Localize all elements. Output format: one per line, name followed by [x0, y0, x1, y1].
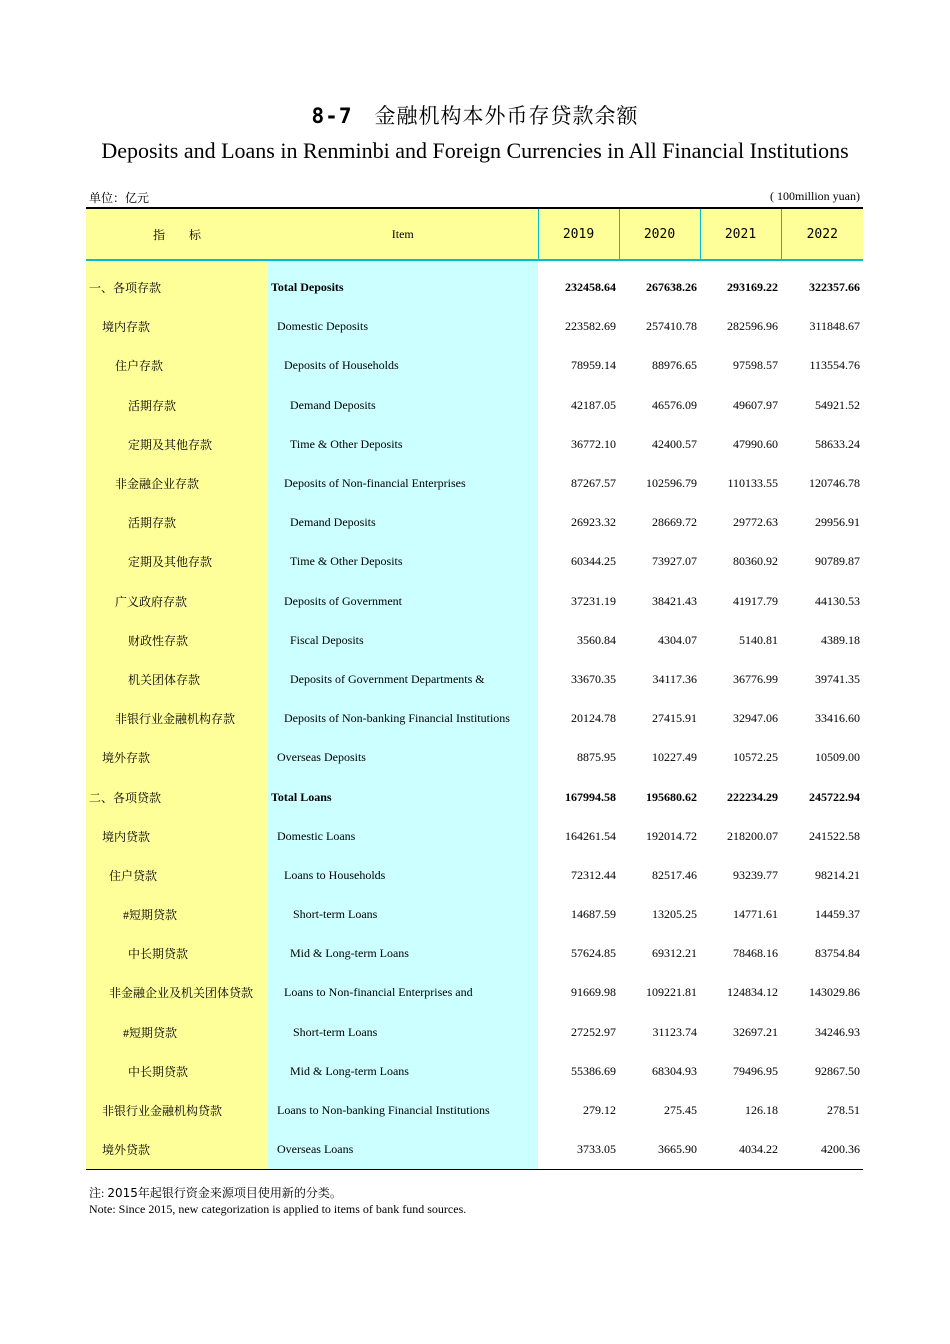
row-label-en: Loans to Non-banking Financial Institutions	[268, 1091, 538, 1130]
footnote-cn-prefix: 注:	[89, 1186, 108, 1200]
row-label-en: Deposits of Government	[268, 582, 538, 621]
row-label-en: Demand Deposits	[268, 503, 538, 542]
value-cell: 143029.86	[809, 985, 860, 1000]
row-label-en: Deposits of Non-banking Financial Institutions	[268, 699, 538, 738]
value-cell: 44130.53	[815, 593, 860, 608]
table-row	[86, 1091, 863, 1130]
value-cell: 4034.22	[700, 1130, 781, 1170]
value-cell: 257410.78	[646, 319, 697, 334]
table-row	[86, 503, 863, 542]
table-row	[86, 973, 863, 1012]
value-cell: 4200.36	[781, 1130, 863, 1170]
value-cell: 54921.52	[815, 397, 860, 412]
value-cell: 34117.36	[652, 671, 697, 686]
row-label-cn: 境外贷款	[86, 1130, 268, 1170]
row-label-cn: 定期及其他存款	[86, 542, 268, 581]
value-cell: 232458.64	[565, 280, 616, 295]
row-label-cn: 定期及其他存款	[86, 425, 268, 464]
value-cell: 113554.76	[809, 358, 860, 373]
value-cell: 31123.74	[652, 1024, 697, 1039]
header-year: 2021	[700, 208, 781, 260]
value-cell: 279.12	[583, 1103, 616, 1118]
row-label-cn: #短期贷款	[86, 895, 268, 934]
header-indicator-cn: 指 标	[86, 208, 268, 260]
value-cell: 36776.99	[733, 671, 778, 686]
value-cell: 91669.98	[571, 985, 616, 1000]
value-cell: 98214.21	[815, 867, 860, 882]
unit-label-cn: 单位：亿元	[89, 191, 150, 205]
page-title-en: Deposits and Loans in Renminbi and Foreign Currencies in All Financial Institutions	[101, 138, 849, 163]
value-cell: 282596.96	[727, 319, 778, 334]
row-label-en: Domestic Deposits	[268, 307, 538, 346]
row-label-en: Time & Other Deposits	[268, 542, 538, 581]
value-cell: 97598.57	[733, 358, 778, 373]
value-cell: 49607.97	[733, 397, 778, 412]
row-label-en: Mid & Long-term Loans	[268, 1052, 538, 1091]
footnote-cn-year: 2015	[107, 1186, 138, 1200]
row-label-cn: 非金融企业及机关团体贷款	[86, 973, 268, 1012]
table-row	[86, 346, 863, 385]
value-cell: 322357.66	[809, 280, 860, 295]
value-cell: 32697.21	[733, 1024, 778, 1039]
table-row	[86, 660, 863, 699]
table-row	[86, 268, 863, 307]
value-cell: 55386.69	[571, 1063, 616, 1078]
value-cell: 57624.85	[571, 946, 616, 961]
row-label-cn: 住户存款	[86, 346, 268, 385]
value-cell: 78468.16	[733, 946, 778, 961]
value-cell: 10572.25	[733, 750, 778, 765]
table-row	[86, 1130, 863, 1170]
table-row	[86, 738, 863, 777]
row-label-en: Loans to Non-financial Enterprises and	[268, 973, 538, 1012]
value-cell: 14687.59	[571, 907, 616, 922]
row-label-en: Deposits of Government Departments &	[268, 660, 538, 699]
row-label-en: Total Deposits	[268, 268, 538, 307]
value-cell: 195680.62	[646, 789, 697, 804]
value-cell: 72312.44	[571, 867, 616, 882]
value-cell: 28669.72	[652, 515, 697, 530]
row-label-en: Fiscal Deposits	[268, 621, 538, 660]
value-cell: 20124.78	[571, 711, 616, 726]
data-table	[86, 207, 863, 1170]
value-cell: 92867.50	[815, 1063, 860, 1078]
row-label-cn: 机关团体存款	[86, 660, 268, 699]
table-row	[86, 895, 863, 934]
value-cell: 36772.10	[571, 436, 616, 451]
value-cell: 293169.22	[727, 280, 778, 295]
value-cell: 38421.43	[652, 593, 697, 608]
row-label-cn: 活期存款	[86, 386, 268, 425]
row-label-cn: 境内存款	[86, 307, 268, 346]
value-cell: 241522.58	[809, 828, 860, 843]
value-cell: 26923.32	[571, 515, 616, 530]
value-cell: 47990.60	[733, 436, 778, 451]
row-label-cn: #短期贷款	[86, 1013, 268, 1052]
table-row	[86, 621, 863, 660]
title-cn-text: 金融机构本外币存贷款余额	[374, 104, 639, 128]
table-row	[86, 425, 863, 464]
table-row	[86, 464, 863, 503]
value-cell: 29956.91	[815, 515, 860, 530]
value-cell: 120746.78	[809, 476, 860, 491]
value-cell: 90789.87	[815, 554, 860, 569]
value-cell: 88976.65	[652, 358, 697, 373]
row-label-en: Short-term Loans	[268, 895, 538, 934]
value-cell: 27415.91	[652, 711, 697, 726]
footnote-cn-text: 年起银行资金来源项目使用新的分类。	[137, 1186, 342, 1200]
row-label-cn: 二、各项贷款	[86, 777, 268, 816]
value-cell: 87267.57	[571, 476, 616, 491]
value-cell: 4304.07	[658, 632, 697, 647]
value-cell: 275.45	[664, 1103, 697, 1118]
value-cell: 3665.90	[619, 1130, 700, 1170]
row-label-en: Time & Other Deposits	[268, 425, 538, 464]
value-cell: 34246.93	[815, 1024, 860, 1039]
row-label-cn: 住户贷款	[86, 856, 268, 895]
value-cell: 32947.06	[733, 711, 778, 726]
row-label-en: Short-term Loans	[268, 1013, 538, 1052]
table-row	[86, 582, 863, 621]
page-title-cn	[0, 100, 950, 130]
row-label-cn: 境外存款	[86, 738, 268, 777]
header-year: 2019	[538, 208, 619, 260]
table-row	[86, 934, 863, 973]
row-label-cn: 非银行业金融机构贷款	[86, 1091, 268, 1130]
table-number: 8-7	[311, 104, 353, 128]
value-cell: 27252.97	[571, 1024, 616, 1039]
header-year: 2020	[619, 208, 700, 260]
header-item-en: Item	[268, 208, 538, 260]
value-cell: 46576.09	[652, 397, 697, 412]
table-row	[86, 856, 863, 895]
row-label-en: Total Loans	[268, 777, 538, 816]
value-cell: 164261.54	[565, 828, 616, 843]
row-label-cn: 中长期贷款	[86, 1052, 268, 1091]
value-cell: 245722.94	[809, 789, 860, 804]
table-row	[86, 699, 863, 738]
table-body	[86, 260, 863, 1170]
value-cell: 42400.57	[652, 436, 697, 451]
value-cell: 83754.84	[815, 946, 860, 961]
header-year: 2022	[781, 208, 863, 260]
row-label-cn: 一、各项存款	[86, 268, 268, 307]
value-cell: 14771.61	[733, 907, 778, 922]
value-cell: 192014.72	[646, 828, 697, 843]
value-cell: 311848.67	[809, 319, 860, 334]
value-cell: 218200.07	[727, 828, 778, 843]
value-cell: 5140.81	[739, 632, 778, 647]
row-label-cn: 非金融企业存款	[86, 464, 268, 503]
value-cell: 278.51	[827, 1103, 860, 1118]
table-row	[86, 542, 863, 581]
row-label-en: Mid & Long-term Loans	[268, 934, 538, 973]
table-row	[86, 777, 863, 816]
value-cell: 33416.60	[815, 711, 860, 726]
value-cell: 39741.35	[815, 671, 860, 686]
row-label-cn: 境内贷款	[86, 817, 268, 856]
value-cell: 79496.95	[733, 1063, 778, 1078]
value-cell: 78959.14	[571, 358, 616, 373]
row-label-en: Deposits of Households	[268, 346, 538, 385]
value-cell: 41917.79	[733, 593, 778, 608]
value-cell: 69312.21	[652, 946, 697, 961]
table-row	[86, 307, 863, 346]
row-label-en: Overseas Deposits	[268, 738, 538, 777]
value-cell: 37231.19	[571, 593, 616, 608]
value-cell: 267638.26	[646, 280, 697, 295]
row-label-cn: 广义政府存款	[86, 582, 268, 621]
value-cell: 3560.84	[577, 632, 616, 647]
value-cell: 13205.25	[652, 907, 697, 922]
value-cell: 110133.55	[727, 476, 778, 491]
value-cell: 124834.12	[727, 985, 778, 1000]
value-cell: 126.18	[745, 1103, 778, 1118]
table-row	[86, 817, 863, 856]
value-cell: 33670.35	[571, 671, 616, 686]
value-cell: 10227.49	[652, 750, 697, 765]
header-row	[86, 208, 863, 260]
value-cell: 109221.81	[646, 985, 697, 1000]
row-label-en: Deposits of Non-financial Enterprises	[268, 464, 538, 503]
row-label-cn: 活期存款	[86, 503, 268, 542]
row-label-en: Demand Deposits	[268, 386, 538, 425]
table-row	[86, 1052, 863, 1091]
value-cell: 102596.79	[646, 476, 697, 491]
unit-label-en: ( 100million yuan)	[770, 189, 860, 203]
value-cell: 60344.25	[571, 554, 616, 569]
row-label-cn: 财政性存款	[86, 621, 268, 660]
value-cell: 68304.93	[652, 1063, 697, 1078]
footnote-en: Note: Since 2015, new categorization is applied to items of bank fund sources.	[89, 1202, 467, 1216]
value-cell: 223582.69	[565, 319, 616, 334]
value-cell: 167994.58	[565, 789, 616, 804]
spacer-row	[86, 260, 863, 268]
value-cell: 8875.95	[577, 750, 616, 765]
value-cell: 80360.92	[733, 554, 778, 569]
value-cell: 82517.46	[652, 867, 697, 882]
row-label-en: Loans to Households	[268, 856, 538, 895]
value-cell: 93239.77	[733, 867, 778, 882]
value-cell: 222234.29	[727, 789, 778, 804]
row-label-en: Domestic Loans	[268, 817, 538, 856]
value-cell: 73927.07	[652, 554, 697, 569]
row-label-cn: 非银行业金融机构存款	[86, 699, 268, 738]
value-cell: 10509.00	[815, 750, 860, 765]
value-cell: 4389.18	[821, 632, 860, 647]
table-row	[86, 1013, 863, 1052]
row-label-en: Overseas Loans	[268, 1130, 538, 1170]
table-row	[86, 386, 863, 425]
value-cell: 29772.63	[733, 515, 778, 530]
value-cell: 58633.24	[815, 436, 860, 451]
value-cell: 42187.05	[571, 397, 616, 412]
row-label-cn: 中长期贷款	[86, 934, 268, 973]
footnote-cn	[89, 1184, 342, 1201]
value-cell: 14459.37	[815, 907, 860, 922]
value-cell: 3733.05	[538, 1130, 619, 1170]
